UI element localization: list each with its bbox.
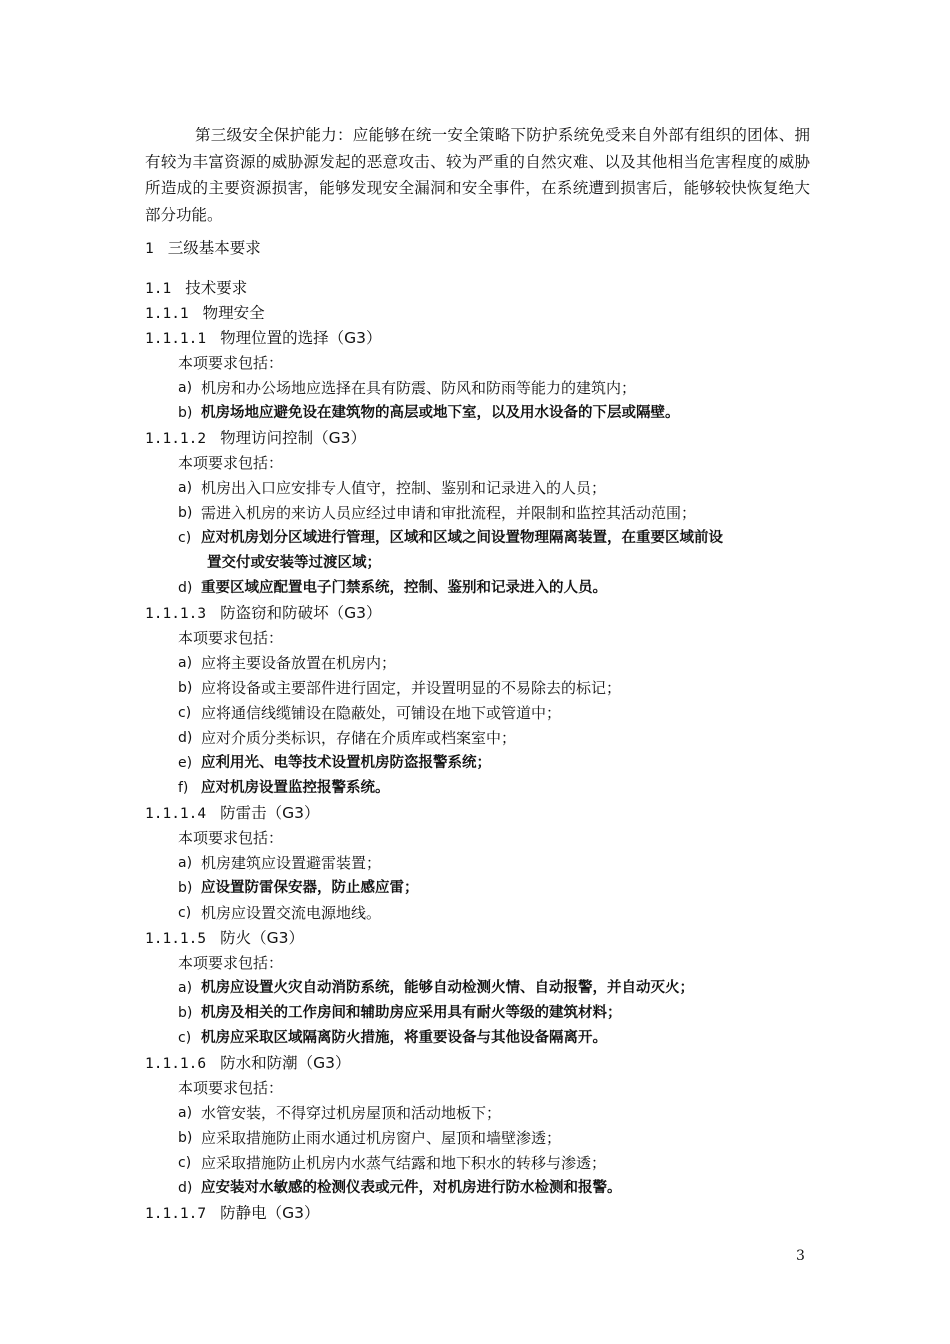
item-text-wrapper [201, 651, 815, 676]
item-text: 应采取措施防止机房内水蒸气结露和地下积水的转移与渗透； [201, 1154, 607, 1172]
item-text-wrapper [201, 1101, 815, 1126]
item-text-wrapper [201, 1151, 815, 1176]
section-intro: 本项要求包括： [178, 829, 284, 847]
requirement-item [145, 1151, 815, 1176]
heading-number: 1.1.1 [145, 306, 189, 322]
heading-number: 1.1 [145, 281, 172, 297]
item-text: 机房建筑应设置避雷装置； [201, 854, 382, 872]
item-label: c) [178, 1155, 192, 1171]
item-label: f) [178, 780, 189, 796]
item-text-wrapper [201, 676, 815, 701]
item-label: a) [178, 380, 193, 396]
section-heading [145, 601, 815, 626]
item-label: a) [178, 855, 193, 871]
requirement-item [145, 501, 815, 526]
section-intro: 本项要求包括： [178, 954, 284, 972]
requirement-item [145, 776, 815, 801]
item-text-wrapper [201, 726, 815, 751]
section-number: 1.1.1.4 [145, 806, 207, 822]
section-title: 防火（G3） [220, 929, 304, 947]
item-label: d) [178, 730, 193, 746]
item-label: c) [178, 530, 192, 546]
item-text-wrapper [201, 526, 815, 576]
item-label: e) [178, 755, 193, 771]
section-number: 1.1.1.5 [145, 931, 207, 947]
item-label: a) [178, 480, 193, 496]
requirement-item [145, 526, 815, 576]
section-intro: 本项要求包括： [178, 354, 284, 372]
section-number: 1.1.1.1 [145, 331, 207, 347]
section-number: 1.1.1.6 [145, 1056, 207, 1072]
item-label: d) [178, 1180, 193, 1196]
item-text-continuation: 置交付或安装等过渡区域； [207, 555, 381, 571]
requirement-sections [145, 326, 815, 1226]
section-title: 防盗窃和防破坏（G3） [220, 604, 382, 622]
item-text-wrapper [201, 976, 815, 1001]
item-text: 水管安装，不得穿过机房屋顶和活动地板下； [201, 1104, 502, 1122]
item-text: 机房及相关的工作房间和辅助房应采用具有耐火等级的建筑材料； [201, 1005, 622, 1021]
item-text: 机房应采取区域隔离防火措施，将重要设备与其他设备隔离开。 [201, 1030, 607, 1046]
item-text: 应对机房设置监控报警系统。 [201, 780, 390, 796]
requirement-item [145, 1001, 815, 1026]
item-label: b) [178, 505, 193, 521]
section-number: 1.1.1.3 [145, 606, 207, 622]
item-text: 应将主要设备放置在机房内； [201, 654, 397, 672]
section-heading [145, 926, 815, 951]
requirement-item [145, 726, 815, 751]
item-text: 应对机房划分区域进行管理，区域和区域之间设置物理隔离装置，在重要区域前设 [201, 530, 723, 546]
item-text: 机房和办公场地应选择在具有防震、防风和防雨等能力的建筑内； [201, 379, 637, 397]
item-text-wrapper [201, 701, 815, 726]
section-title: 防静电（G3） [220, 1204, 320, 1222]
requirement-item [145, 851, 815, 876]
item-text: 应设置防雷保安器，防止感应雷； [201, 880, 419, 896]
section-heading [145, 801, 815, 826]
requirement-item [145, 1101, 815, 1126]
item-text-wrapper [201, 751, 815, 776]
item-text-wrapper [201, 901, 815, 926]
heading-level-2 [145, 276, 247, 298]
item-label: b) [178, 1005, 193, 1021]
section-title: 防水和防潮（G3） [220, 1054, 351, 1072]
item-label: c) [178, 905, 192, 921]
item-label: b) [178, 880, 193, 896]
requirement-item [145, 401, 815, 426]
item-label: c) [178, 705, 192, 721]
section-heading [145, 426, 815, 451]
item-text: 应将通信线缆铺设在隐蔽处，可铺设在地下或管道中； [201, 704, 562, 722]
requirement-item [145, 976, 815, 1001]
requirement-item [145, 476, 815, 501]
section-intro: 本项要求包括： [178, 454, 284, 472]
item-text: 应对介质分类标识，存储在介质库或档案室中； [201, 729, 517, 747]
item-label: a) [178, 655, 193, 671]
requirement-item [145, 751, 815, 776]
requirement-item [145, 1176, 815, 1201]
item-label: a) [178, 980, 193, 996]
section-title: 物理位置的选择（G3） [220, 329, 382, 347]
item-text-wrapper [201, 1026, 815, 1051]
item-text-wrapper [201, 876, 815, 901]
requirement-item [145, 1026, 815, 1051]
item-text-wrapper [201, 401, 815, 426]
requirement-item [145, 876, 815, 901]
section-title: 物理访问控制（G3） [220, 429, 366, 447]
requirement-item [145, 701, 815, 726]
item-text-wrapper [201, 1001, 815, 1026]
requirement-item [145, 901, 815, 926]
page-number: 3 [796, 1248, 805, 1264]
item-label: a) [178, 1105, 193, 1121]
section-title: 防雷击（G3） [220, 804, 320, 822]
heading-title: 三级基本要求 [167, 239, 261, 257]
requirement-item [145, 651, 815, 676]
item-text-wrapper [201, 851, 815, 876]
item-text: 需进入机房的来访人员应经过申请和审批流程，并限制和监控其活动范围； [201, 504, 697, 522]
section-intro: 本项要求包括： [178, 1079, 284, 1097]
item-text: 机房应设置火灾自动消防系统，能够自动检测火情、自动报警，并自动灭火； [201, 980, 694, 996]
item-text-wrapper [201, 501, 815, 526]
item-label: b) [178, 1130, 193, 1146]
item-label: b) [178, 405, 193, 421]
section-heading [145, 326, 815, 351]
heading-level-1 [145, 236, 261, 258]
item-text-wrapper [201, 476, 815, 501]
item-label: b) [178, 680, 193, 696]
section-intro: 本项要求包括： [178, 629, 284, 647]
item-label: d) [178, 580, 193, 596]
section-heading [145, 1051, 815, 1076]
item-text-wrapper [201, 576, 815, 601]
item-text: 应将设备或主要部件进行固定，并设置明显的不易除去的标记； [201, 679, 622, 697]
intro-paragraph: 第三级安全保护能力：应能够在统一安全策略下防护系统免受来自外部有组织的团体、拥有较为丰富资源的威胁源发起的恶意攻击、较为严重的自然灾难、以及其他相当危害程度的威胁所造成的主要资源损害，能够发现安全漏洞和安全事件，在系统遭到损害后，能够较快恢复绝大部分功能。 [145, 126, 810, 224]
section-number: 1.1.1.7 [145, 1206, 207, 1222]
item-label: c) [178, 1030, 192, 1046]
heading-number: 1 [145, 241, 154, 257]
heading-level-3 [145, 301, 265, 323]
item-text: 机房应设置交流电源地线。 [201, 904, 382, 922]
heading-title: 物理安全 [202, 304, 265, 322]
item-text-wrapper [201, 376, 815, 401]
item-text: 应利用光、电等技术设置机房防盗报警系统； [201, 755, 491, 771]
item-text-wrapper [201, 1126, 815, 1151]
item-text: 应安装对水敏感的检测仪表或元件，对机房进行防水检测和报警。 [201, 1180, 622, 1196]
heading-title: 技术要求 [185, 279, 248, 297]
requirement-item [145, 376, 815, 401]
requirement-item [145, 576, 815, 601]
item-text-wrapper [201, 1176, 815, 1201]
requirement-item [145, 676, 815, 701]
item-text: 机房出入口应安排专人值守，控制、鉴别和记录进入的人员； [201, 479, 607, 497]
item-text: 机房场地应避免设在建筑物的高层或地下室，以及用水设备的下层或隔壁。 [201, 405, 680, 421]
item-text: 应采取措施防止雨水通过机房窗户、屋顶和墙壁渗透； [201, 1129, 562, 1147]
section-heading [145, 1201, 815, 1226]
section-number: 1.1.1.2 [145, 431, 207, 447]
item-text-wrapper [201, 776, 815, 801]
item-text: 重要区域应配置电子门禁系统，控制、鉴别和记录进入的人员。 [201, 580, 607, 596]
requirement-item [145, 1126, 815, 1151]
